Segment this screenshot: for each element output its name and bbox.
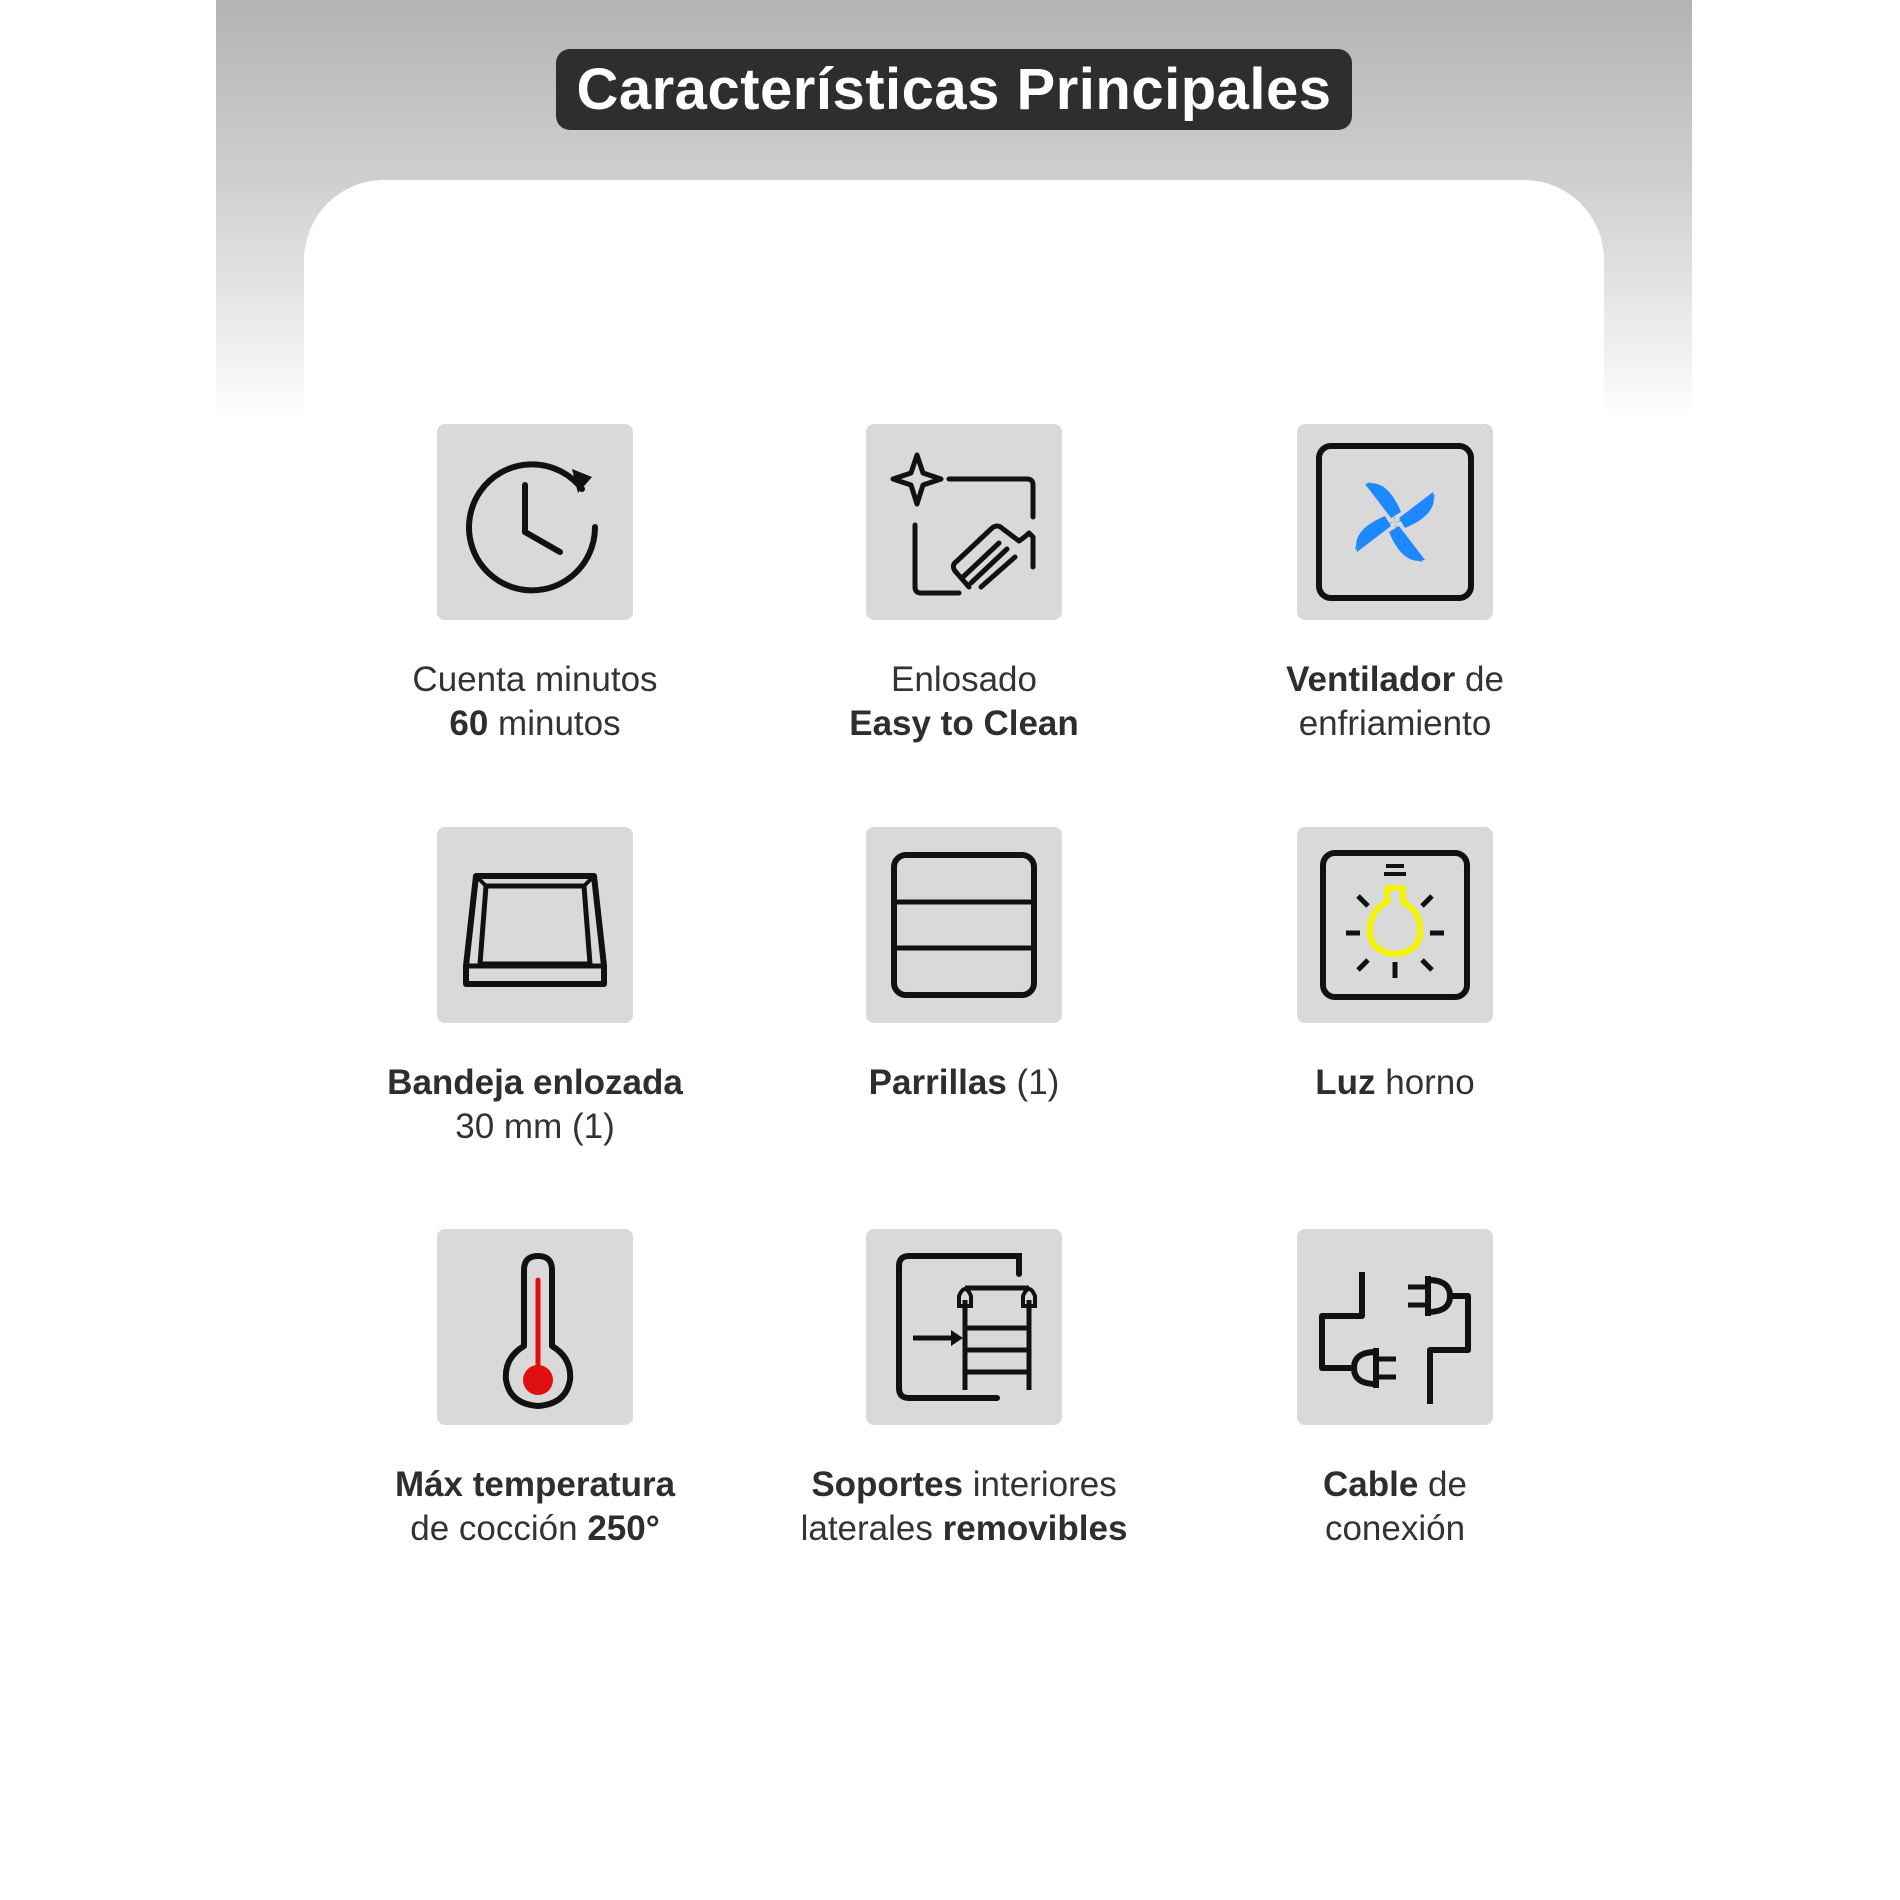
label-text: laterales [800, 1509, 943, 1548]
label-text-bold: Bandeja enlozada [387, 1063, 683, 1102]
feature-label [754, 1463, 1174, 1551]
easy-clean-icon [879, 437, 1049, 607]
label-text-bold: removibles [942, 1509, 1128, 1548]
feature-label [1185, 1061, 1605, 1105]
label-text-bold: Cable [1323, 1465, 1419, 1504]
label-line-2 [754, 702, 1174, 746]
feature-item-easy-clean [754, 424, 1174, 746]
rack-tile [866, 827, 1062, 1023]
thermometer-tile [437, 1229, 633, 1425]
timer-icon [450, 437, 620, 607]
feature-item-fan [1185, 424, 1605, 746]
label-text: Enlosado [891, 660, 1037, 699]
feature-item-rack [754, 827, 1174, 1105]
label-text-bold: Soportes [811, 1465, 964, 1504]
label-line-2 [325, 1507, 745, 1551]
fan-icon [1310, 437, 1480, 607]
label-text: Cuenta minutos [412, 660, 658, 699]
label-text: de [1455, 660, 1504, 699]
easy-clean-tile [866, 424, 1062, 620]
label-text-bold: Máx temperatura [394, 1465, 676, 1504]
tray-icon [450, 840, 620, 1010]
label-text: minutos [488, 704, 621, 743]
feature-item-thermometer [325, 1229, 745, 1551]
label-text: 30 mm (1) [455, 1107, 615, 1146]
side-supports-tile [866, 1229, 1062, 1425]
feature-item-side-supports [754, 1229, 1174, 1551]
feature-label [754, 1061, 1174, 1105]
label-text-bold: Ventilador [1286, 660, 1456, 699]
oven-light-icon [1310, 840, 1480, 1010]
label-line-1 [325, 1061, 745, 1105]
label-line-1 [325, 658, 745, 702]
label-text-bold: Easy to Clean [849, 704, 1079, 743]
feature-label [754, 658, 1174, 746]
label-line-2 [754, 1507, 1174, 1551]
label-text-bold: Parrillas [868, 1063, 1007, 1102]
feature-label [1185, 1463, 1605, 1551]
label-text: horno [1375, 1063, 1475, 1102]
label-line-1 [1185, 658, 1605, 702]
power-cable-icon [1310, 1242, 1480, 1412]
power-cable-tile [1297, 1229, 1493, 1425]
label-line-1 [1185, 1061, 1605, 1105]
fan-tile [1297, 424, 1493, 620]
label-text: de [1418, 1465, 1467, 1504]
label-text: enfriamiento [1298, 704, 1492, 743]
feature-label [1185, 658, 1605, 746]
label-text: (1) [1006, 1063, 1060, 1102]
rack-icon [879, 840, 1049, 1010]
page-title: Características Principales [556, 49, 1352, 130]
label-line-1 [1185, 1463, 1605, 1507]
label-text-bold: 60 [449, 704, 489, 743]
label-line-1 [325, 1463, 745, 1507]
label-text: de cocción [410, 1509, 588, 1548]
label-line-1 [754, 1061, 1174, 1105]
label-line-2 [325, 702, 745, 746]
side-supports-icon [879, 1242, 1049, 1412]
thermometer-icon [450, 1242, 620, 1412]
feature-label [325, 1061, 745, 1149]
oven-light-tile [1297, 827, 1493, 1023]
label-text-bold: 250° [587, 1509, 660, 1548]
label-line-1 [754, 658, 1174, 702]
label-line-2 [1185, 1507, 1605, 1551]
feature-item-power-cable [1185, 1229, 1605, 1551]
label-text: interiores [963, 1465, 1117, 1504]
tray-tile [437, 827, 633, 1023]
feature-item-oven-light [1185, 827, 1605, 1105]
feature-item-tray [325, 827, 745, 1149]
label-line-1 [754, 1463, 1174, 1507]
feature-item-timer [325, 424, 745, 746]
label-text-bold: Luz [1315, 1063, 1376, 1102]
feature-label [325, 1463, 745, 1551]
feature-label [325, 658, 745, 746]
label-line-2 [325, 1105, 745, 1149]
label-text: conexión [1324, 1509, 1466, 1548]
label-line-2 [1185, 702, 1605, 746]
timer-tile [437, 424, 633, 620]
